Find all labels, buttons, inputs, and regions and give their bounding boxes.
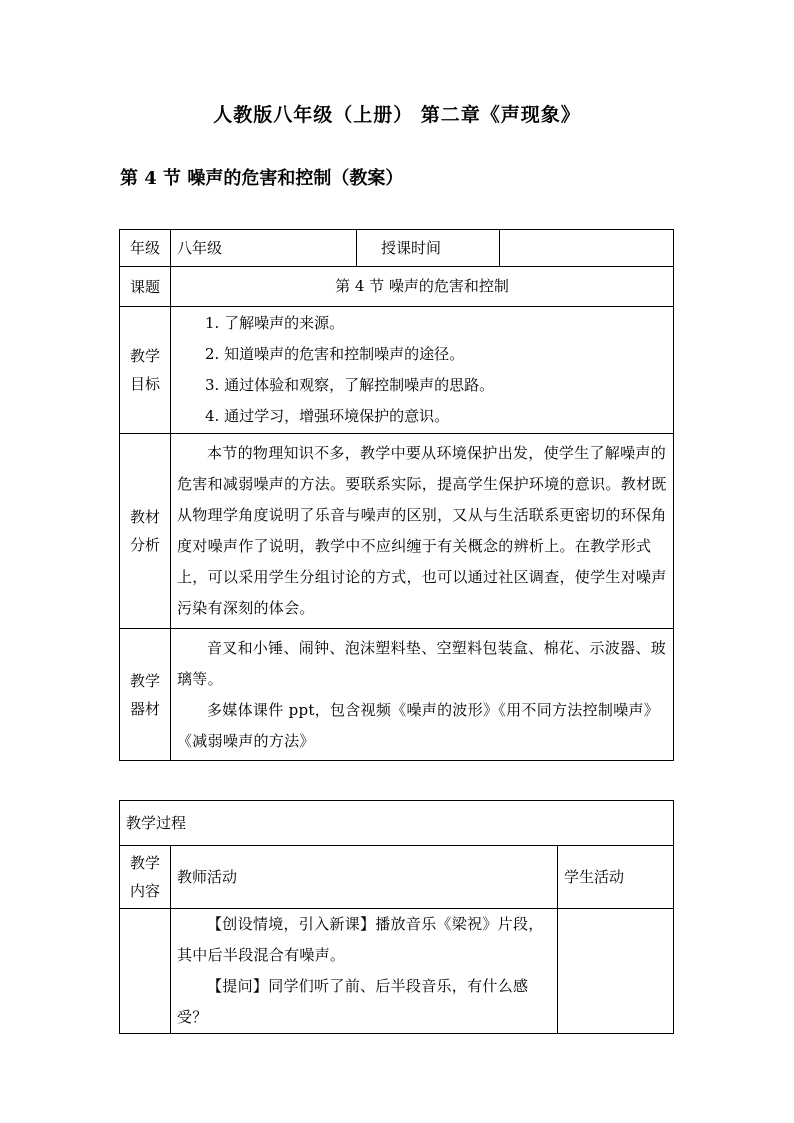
- topic-row: [120, 267, 674, 307]
- process-row: [120, 909, 674, 1034]
- analysis-row: [120, 434, 674, 629]
- grade-value: 八年级: [171, 230, 357, 267]
- analysis-cell: [171, 434, 674, 629]
- goal-item: 2. 知道噪声的危害和控制噪声的途径。: [205, 345, 465, 363]
- goals-row: [120, 307, 674, 434]
- student-activity-cell: [558, 909, 674, 1034]
- grade-row: [120, 230, 674, 267]
- time-value: [500, 230, 674, 267]
- col-student: 学生活动: [558, 846, 674, 909]
- col-teacher: 教师活动: [171, 846, 558, 909]
- document-title: 人教版八年级（上册） 第二章《声现象》: [213, 104, 581, 126]
- time-label: 授课时间: [357, 230, 500, 267]
- content-cell: [120, 909, 171, 1034]
- materials-text: 音叉和小锤、闹钟、泡沫塑料垫、空塑料包装盒、棉花、示波器、玻璃等。: [177, 638, 667, 688]
- lesson-info-table: [119, 229, 674, 761]
- teacher-activity-text: 【创设情境，引入新课】播放音乐《梁祝》片段，其中后半段混合有噪声。: [177, 915, 544, 964]
- materials-label: 教学器材: [120, 629, 171, 761]
- col-content: 教学内容: [120, 846, 171, 909]
- section-title: 第 4 节 噪声的危害和控制（教案）: [120, 168, 404, 189]
- process-columns-row: [120, 846, 674, 909]
- goal-item: 4. 通过学习，增强环境保护的意识。: [205, 407, 450, 425]
- topic-value: 第 4 节 噪声的危害和控制: [171, 267, 674, 307]
- process-header-row: [120, 801, 674, 846]
- topic-label: 课题: [120, 267, 171, 307]
- teaching-process-table: [119, 800, 674, 1034]
- analysis-text: 本节的物理知识不多，教学中要从环境保护出发，使学生了解噪声的危害和减弱噪声的方法。要联系实际，提高学生保护环境的意识。教材既从物理学角度说明了乐音与噪声的区别，又从与生活联系更密切的环保角度对噪声作了说明，教学中不应纠缠于有关概念的辨析上。在教学形式上，可以采用学生分组讨论的方式，也可以通过社区调查，使学生对噪声污染有深刻的体会。: [177, 444, 667, 617]
- teacher-activity-cell: [171, 909, 558, 1034]
- materials-text: 多媒体课件 ppt，包含视频《噪声的波形》《用不同方法控制噪声》《减弱噪声的方法》: [177, 700, 660, 750]
- process-header: 教学过程: [120, 801, 674, 846]
- goals-label: 教学目标: [120, 307, 171, 434]
- teacher-activity-text: 【提问】同学们听了前、后半段音乐，有什么感受？: [177, 977, 529, 1026]
- materials-cell: [171, 629, 674, 761]
- goal-item: 3. 通过体验和观察，了解控制噪声的思路。: [205, 376, 495, 394]
- materials-row: [120, 629, 674, 761]
- goal-item: 1. 了解噪声的来源。: [205, 314, 345, 332]
- analysis-label: 教材分析: [120, 434, 171, 629]
- goals-list: [171, 307, 674, 434]
- grade-label: 年级: [120, 230, 171, 267]
